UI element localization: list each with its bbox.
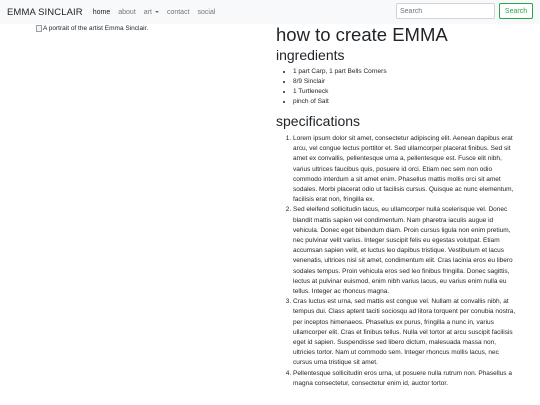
portrait-image [36,25,148,32]
ingredients-heading: ingredients [276,47,345,63]
list-item: • 8/9 Sinclair [293,77,516,87]
portrait-alt-text: A portrait of the artist Emma Sinclair. [43,25,149,32]
list-item: 4. Pellentesque sollicitudin eros urna, ut posuere nulla rutrum non. Phasellus a magna consectetur, consectetur enim id, auctor tortor. [293,369,516,389]
specifications-heading: specifications [276,113,361,129]
ingredients-list [276,67,516,107]
search-input[interactable] [396,3,495,19]
nav-link-about[interactable]: about [118,8,136,16]
list-item: • pinch of Salt [293,97,516,107]
brand-logo[interactable]: EMMA SINCLAIR [7,6,83,18]
list-item: • 1 Turtleneck [293,87,516,97]
page-title: how to create EMMA [276,24,448,45]
specifications-list [276,134,516,389]
nav-links [93,9,224,16]
nav-dropdown-art[interactable] [144,9,159,16]
broken-image-icon [36,25,42,32]
main-content [276,24,516,389]
nav-link-contact[interactable]: contact [166,8,190,16]
navbar [0,0,540,24]
search-button[interactable]: Search [499,3,533,19]
list-item: • 1 part Carp, 1 part Bells Corners [293,67,516,77]
search-form [396,3,533,19]
caret-down-icon [155,11,159,13]
list-item: 3. Cras luctus est urna, sed mattis est congue vel. Nullam at convallis nibh, at tempus dui. Class aptent taciti sociosqu ad litora torquent per conubia nostra, per inceptos himenaeos. Phasellus ex purus, fringilla a nunc in, varius ullamcorper elit. Cras et finibus tellus. Nulla vel tortor at arcu suscipit facilisis eget id sapien. Suspendisse sed libero dictum, malesuada massa non, ultricies tortor. Nam ut commodo sem. Integer rhoncus mollis lacus, nec cursus urna tristique sit amet. [293,297,516,368]
nav-link-art-label: art [143,8,152,16]
nav-link-home[interactable]: home [92,8,111,16]
list-item: 1. Lorem ipsum dolor sit amet, consectetur adipiscing elit. Aenean dapibus erat arcu, vel congue lectus porttitor et. Sed ullamcorper placerat finibus. Sed sit amet ex convallis, pellentesque urna a, pellentesque est. Fusce elit nibh, varius ultrices faucibus quis, posuere id orci. Etiam nec sem non odio commodo interdum a sit amet enim. Phasellus mattis mollis orci sit amet sodales. Morbi placerat odio ut facilisis cursus. Quisque ac nunc elementum, facilisis erat non, fringilla ex. [293,134,516,205]
list-item: 2. Sed eleifend sollicitudin lacus, eu ullamcorper nulla scelerisque vel. Donec blandit mattis sapien vel condimentum. Nam pharetra iaculis augue id vehicula. Donec eget bibendum diam. Proin cursus ligula non enim pretium, nec pulvinar velit varius. Integer suscipit felis eu egestas volutpat. Etiam accumsan sapien velit, et luctus leo dapibus tristique. Vestibulum et lacus venenatis, ultrices nisl sit amet, condimentum elit. Cras lacinia eros eu libero sodales tempus. Proin vehicula eros sed leo finibus fringilla. Donec sagittis, lectus at pulvinar euismod, enim nibh varius lacus, eu varius enim nulla eu tellus. Integer ac rhoncus magna. [293,205,516,297]
nav-link-social[interactable]: social [197,8,216,16]
